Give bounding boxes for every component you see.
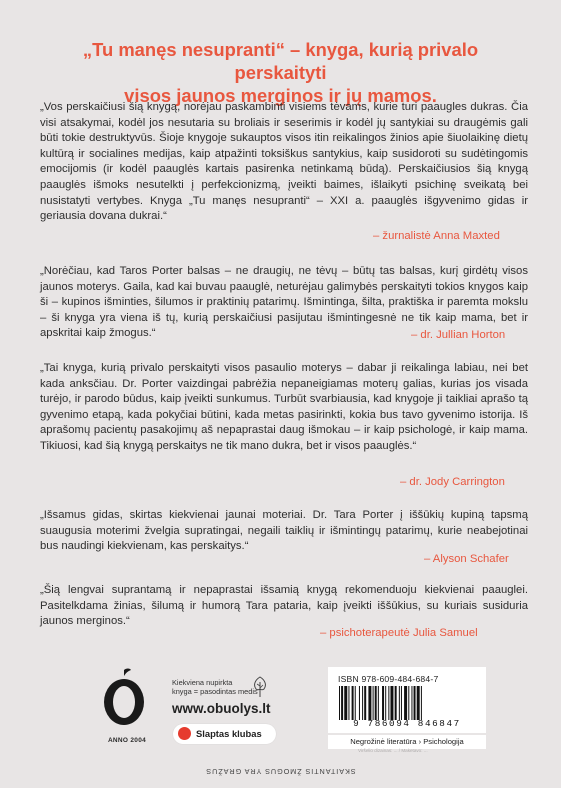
quote-5-author: – psichoterapeutė Julia Samuel xyxy=(320,627,478,639)
back-cover-headline xyxy=(40,38,521,107)
tree-icon xyxy=(252,676,268,698)
barcode-bars xyxy=(337,686,477,720)
quote-4-author: – Alyson Schafer xyxy=(424,553,509,565)
quote-5-text: „Šią lengvai suprantamą ir nepaprastai išsamią knygą rekomenduoju kiekvienai paauglei. Pasitelkdama žinias, šilumą ir humorą Tara pataria, kaip įveikti iššūkius, su kuriais susiduria jaunos merginos.“ xyxy=(40,584,528,628)
design-credits: Viršelio dizainas: ... / Maketavo: ... xyxy=(358,748,428,753)
slaptas-klubas-badge[interactable] xyxy=(173,724,276,744)
club-dot-icon xyxy=(178,727,191,740)
tree-slogan-line-1: Kiekviena nupirkta xyxy=(172,678,233,687)
barcode-number: 9 786094 846847 xyxy=(353,718,461,729)
obuolys-logo-icon xyxy=(102,668,146,726)
quote-3-text: „Tai knyga, kurią privalo perskaityti visos pasaulio moterys – dabar ji reikalinga labiau, nei bet kada anksčiau. Dr. Porter vaizdingai pabrėžia nepaneigiamas moterų galias, kurias jos visada turėjo, ir parodo būdus, kaip įveikti sunkumus. Turbūt svarbiausia, kad knygoje ji taikliai aprašo tą gyvenimo etapą, kada pokyčiai būtini, kada metas pasirinkti, kokia bus tavo gyvenimo istorija. Iš aprašomų pacientų pasakojimų aš nepaprastai daug išmokau – ir kaip psichologė, ir kaip mama. Tikiuosi, kad šią knygą perskaitys ne tik mano dukra, bet ir visos paauglės.“ xyxy=(40,362,528,452)
tree-slogan xyxy=(172,678,258,696)
publisher-website-link[interactable]: www.obuolys.lt xyxy=(172,701,271,716)
isbn-label: ISBN 978-609-484-684-7 xyxy=(338,674,439,684)
quote-4-text: „Išsamus gidas, skirtas kiekvienai jaunai moteriai. Dr. Tara Porter į iššūkių kupiną tapsmą suaugusia moterimi žvelgia supratingai, negaili taiklių ir išmintingų patarimų, kurie neabejotinai bus naudingi kiekvienam, kas perskaitys.“ xyxy=(40,509,528,553)
quote-1-text: „Vos perskaičiusi šią knygą, norėjau paskambinti visiems tėvams, kurie turi paaugles dukras. Čia visi atsakymai, kodėl jos nesutaria su broliais ir seserimis ir kodėl jų santykiai su draugėmis gali būti tokie destruktyvūs. Šioje knygoje sukauptos visos itin reikalingos žinios apie šiuolaikinę dietų kultūrą ir socialines medijas, kaip atpažinti toksiškus santykius, kaip susidoroti su sudėtingomis emocijomis (ir kodėl paauglės kartais pasirenka netinkamą būdą). Perskaičiusios šią knygą paauglės išmoks nesutelkti į perfekcionizmą, įveikti baimes, išlaikyti psichinę sveikatą bei nusistatyti vertybes. Knyga „Tu manęs nesupranti“ – XXI a. paauglės išgyvenimo gidas ir geriausia dovana dukrai.“ xyxy=(40,101,528,223)
quote-2-author: – dr. Jullian Horton xyxy=(411,329,506,341)
anno-label: ANNO 2004 xyxy=(107,737,147,744)
quote-1-author: – žurnalistė Anna Maxted xyxy=(373,230,500,242)
headline-line-2: visos jaunos merginos ir jų mamos. xyxy=(124,85,437,106)
spine-motto: SKAITANTIS ŽMOGUS YRA GRAŽUS xyxy=(205,767,356,776)
barcode-panel xyxy=(328,667,486,733)
tree-slogan-line-2: knyga = pasodintas medis xyxy=(172,687,258,696)
category-label: Negrožinė literatūra › Psichologija xyxy=(328,735,486,749)
club-label: Slaptas klubas xyxy=(196,728,262,739)
headline-line-1: „Tu manęs nesupranti“ – knyga, kurią privalo perskaityti xyxy=(82,39,479,83)
quote-3-author: – dr. Jody Carrington xyxy=(400,476,505,488)
quote-2-text: „Norėčiau, kad Taros Porter balsas – ne draugių, ne tėvų – būtų tas balsas, kurį girdėtų visos jaunos moterys. Gaila, kad kai buvau paauglė, neturėjau galimybės perskaityti tokios knygos kaip ši – kupinos išminties, šilumos ir praktinių patarimų. Išmintinga, šilta, praktiška ir paremta mokslu – ši knyga yra viena iš tų, kurią perskaičiusi pasijutau išmintingesnė ne tik kaip mama, bet ir apskritai kaip žmogus.“ xyxy=(40,265,528,340)
